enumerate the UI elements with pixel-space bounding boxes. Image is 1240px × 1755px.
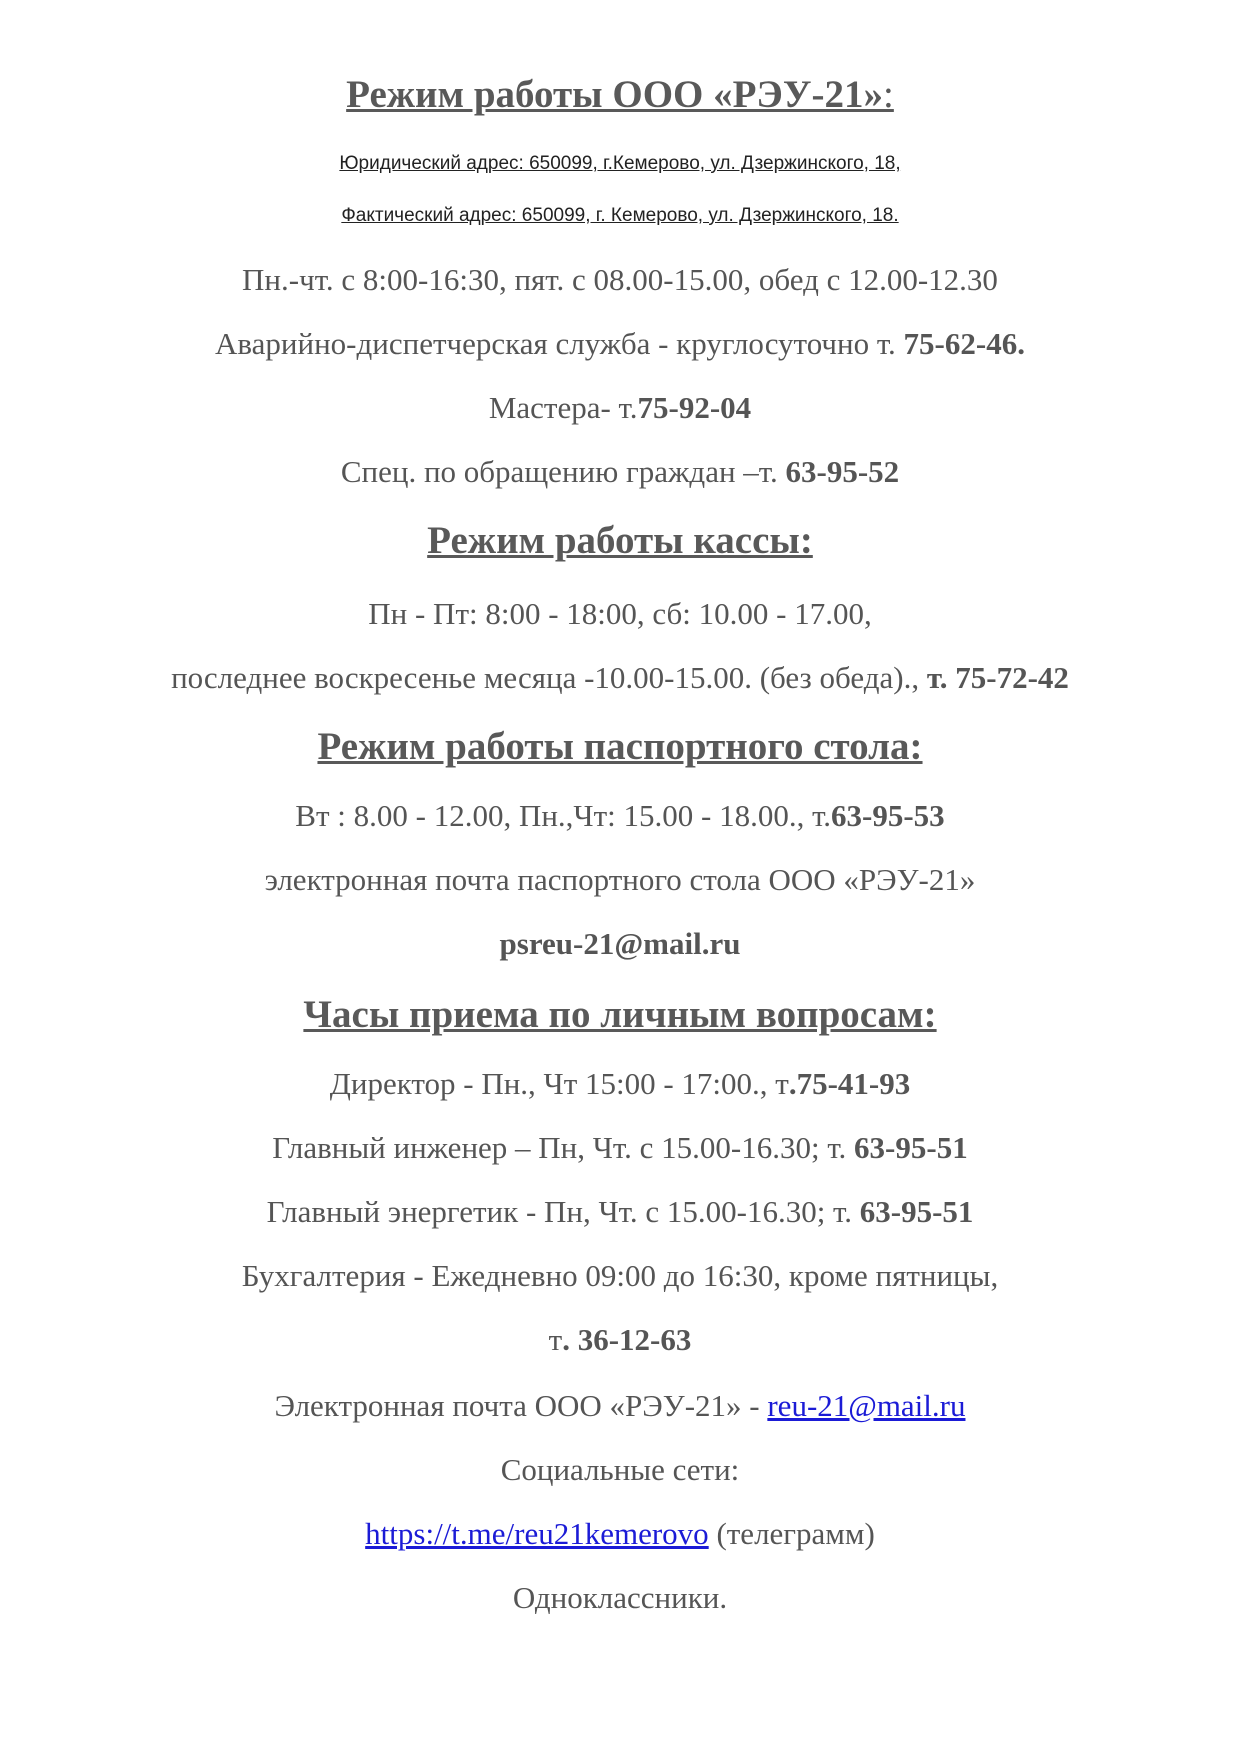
main-hours: Пн.-чт. с 8:00-16:30, пят. с 08.00-15.00, обед с 12.00-12.30 [242,262,998,297]
passport-hours: Вт : 8.00 - 12.00, Пн.,Чт: 15.00 - 18.00., т.63-95-53 [295,798,945,833]
heading-personal-reception: Часы приема по личным вопросам: [303,993,937,1036]
cashier-sunday-hours: последнее воскресенье месяца -10.00-15.00. (без обеда)., т. 75-72-42 [171,660,1069,695]
chief-engineer-hours: Главный инженер – Пн, Чт. с 15.00-16.30; т. 63-95-51 [272,1130,968,1165]
social-networks-label: Социальные сети: [500,1452,740,1487]
organization-email: Электронная почта ООО «РЭУ-21» - reu-21@mail.ru [274,1388,966,1423]
director-hours: Директор - Пн., Чт 15:00 - 17:00., т.75-41-93 [329,1066,911,1101]
actual-address: Фактический адрес: 650099, г. Кемерово, ул. Дзержинского, 18. [341,205,899,226]
accounting-hours: Бухгалтерия - Ежедневно 09:00 до 16:30, кроме пятницы, [241,1258,999,1293]
accounting-phone: т. 36-12-63 [548,1322,692,1357]
masters-phone: Мастера- т.75-92-04 [488,390,752,425]
telegram-link[interactable]: https://t.me/reu21kemerovo [365,1516,709,1551]
heading-cashier-hours: Режим работы кассы: [427,519,813,562]
passport-email-label: электронная почта паспортного стола ООО «РЭУ-21» [264,862,976,897]
passport-email: psreu-21@mail.ru [499,926,741,961]
organization-email-link[interactable]: reu-21@mail.ru [767,1388,966,1423]
heading-passport-office: Режим работы паспортного стола: [317,725,923,768]
chief-energy-hours: Главный энергетик - Пн, Чт. с 15.00-16.30; т. 63-95-51 [266,1194,974,1229]
cashier-hours: Пн - Пт: 8:00 - 18:00, сб: 10.00 - 17.00, [368,596,872,631]
heading-organization-hours: Режим работы ООО «РЭУ-21»: [346,73,894,116]
telegram-line: https://t.me/reu21kemerovo (телеграмм) [365,1516,875,1551]
odnoklassniki-label: Одноклассники. [512,1580,728,1615]
legal-address: Юридический адрес: 650099, г.Кемерово, ул. Дзержинского, 18, [339,153,901,174]
citizens-specialist: Спец. по обращению граждан –т. 63-95-52 [340,454,900,489]
emergency-service: Аварийно-диспетчерская служба - круглосуточно т. 75-62-46. [215,326,1025,361]
